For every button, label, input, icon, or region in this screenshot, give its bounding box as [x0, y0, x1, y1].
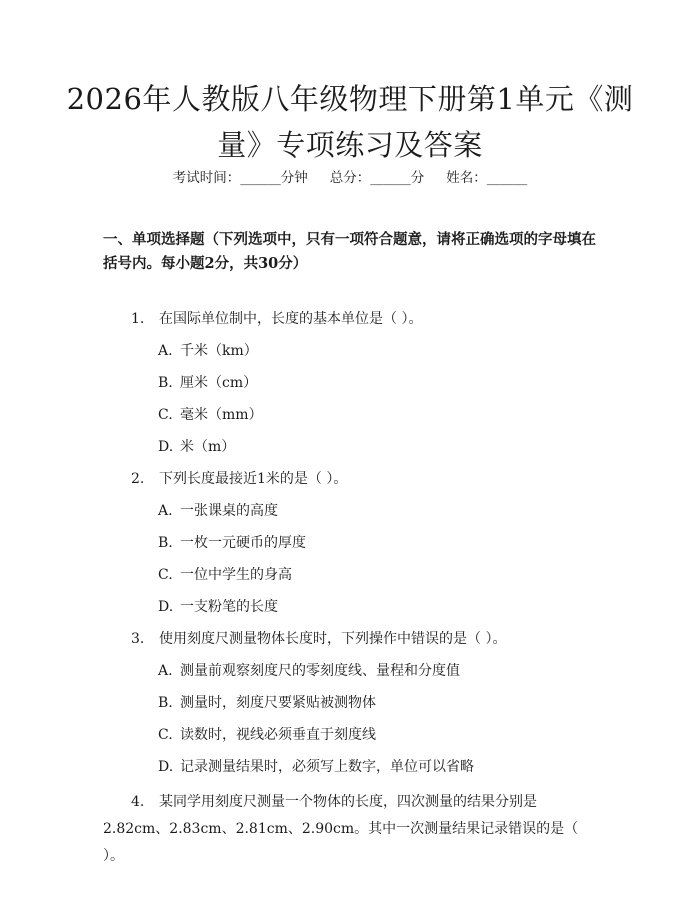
section-heading: 一、单项选择题（下列选项中，只有一项符合题意，请将正确选项的字母填在括号内。每小题2分，共30分）: [103, 231, 596, 272]
question-text: 下列长度最接近1米的是（ ）。: [159, 471, 348, 487]
option-text: 读数时，视线必须垂直于刻度线: [180, 727, 376, 743]
option-letter: D.: [158, 439, 174, 455]
option-letter: D.: [158, 759, 174, 775]
option-text: 一张课桌的高度: [180, 503, 278, 519]
option-letter: A.: [158, 343, 173, 359]
option-text: 一支粉笔的长度: [180, 599, 278, 615]
option-letter: B.: [158, 375, 173, 391]
question-text: 使用刻度尺测量物体长度时，下列操作中错误的是（ ）。: [159, 631, 507, 647]
option-text: 测量时，刻度尺要紧贴被测物体: [180, 695, 376, 711]
option-letter: C.: [158, 727, 173, 743]
question-1: [131, 309, 600, 329]
question-text: 在国际单位制中，长度的基本单位是（ ）。: [159, 311, 423, 327]
question-number: 2.: [131, 471, 145, 487]
option-text: 一枚一元硬币的厚度: [180, 535, 306, 551]
question-3: [131, 629, 600, 649]
option-letter: B.: [158, 535, 173, 551]
option-text: 千米（km）: [180, 343, 258, 359]
option-letter: A.: [158, 663, 173, 679]
question-2-option-d: [158, 597, 600, 617]
question-2-option-c: [158, 565, 600, 585]
option-letter: C.: [158, 407, 173, 423]
option-text: 厘米（cm）: [180, 375, 258, 391]
total-score-field: 总分：______分: [329, 170, 425, 186]
question-3-option-c: [158, 725, 600, 745]
question-1-option-b: [158, 373, 600, 393]
option-text: 米（m）: [180, 439, 236, 455]
option-letter: A.: [158, 503, 173, 519]
question-number: 3.: [131, 631, 145, 647]
question-2-option-b: [158, 533, 600, 553]
question-2: [131, 469, 600, 489]
question-text: 某同学用刻度尺测量一个物体的长度，四次测量的结果分别是2.82cm、2.83cm、2.81cm、2.90cm。其中一次测量结果记录错误的是（ ）。: [103, 794, 579, 864]
exam-time-field: 考试时间：______分钟: [172, 170, 308, 186]
question-3-option-a: [158, 661, 600, 681]
option-letter: C.: [158, 567, 173, 583]
exam-info-line: [0, 168, 700, 188]
question-3-option-b: [158, 693, 600, 713]
question-4: [103, 789, 600, 870]
question-2-option-a: [158, 501, 600, 521]
question-3-option-d: [158, 757, 600, 777]
option-text: 记录测量结果时，必须写上数字，单位可以省略: [180, 759, 474, 775]
question-number: 4.: [131, 794, 145, 810]
question-1-option-a: [158, 341, 600, 361]
document-title: 2026年人教版八年级物理下册第1单元《测量》专项练习及答案: [66, 82, 634, 162]
option-text: 毫米（mm）: [180, 407, 263, 423]
option-letter: B.: [158, 695, 173, 711]
question-1-option-c: [158, 405, 600, 425]
question-number: 1.: [131, 311, 145, 327]
student-name-field: 姓名：______: [446, 170, 528, 186]
option-text: 一位中学生的身高: [180, 567, 292, 583]
question-1-option-d: [158, 437, 600, 457]
option-text: 测量前观察刻度尺的零刻度线、量程和分度值: [180, 663, 460, 679]
option-letter: D.: [158, 599, 174, 615]
